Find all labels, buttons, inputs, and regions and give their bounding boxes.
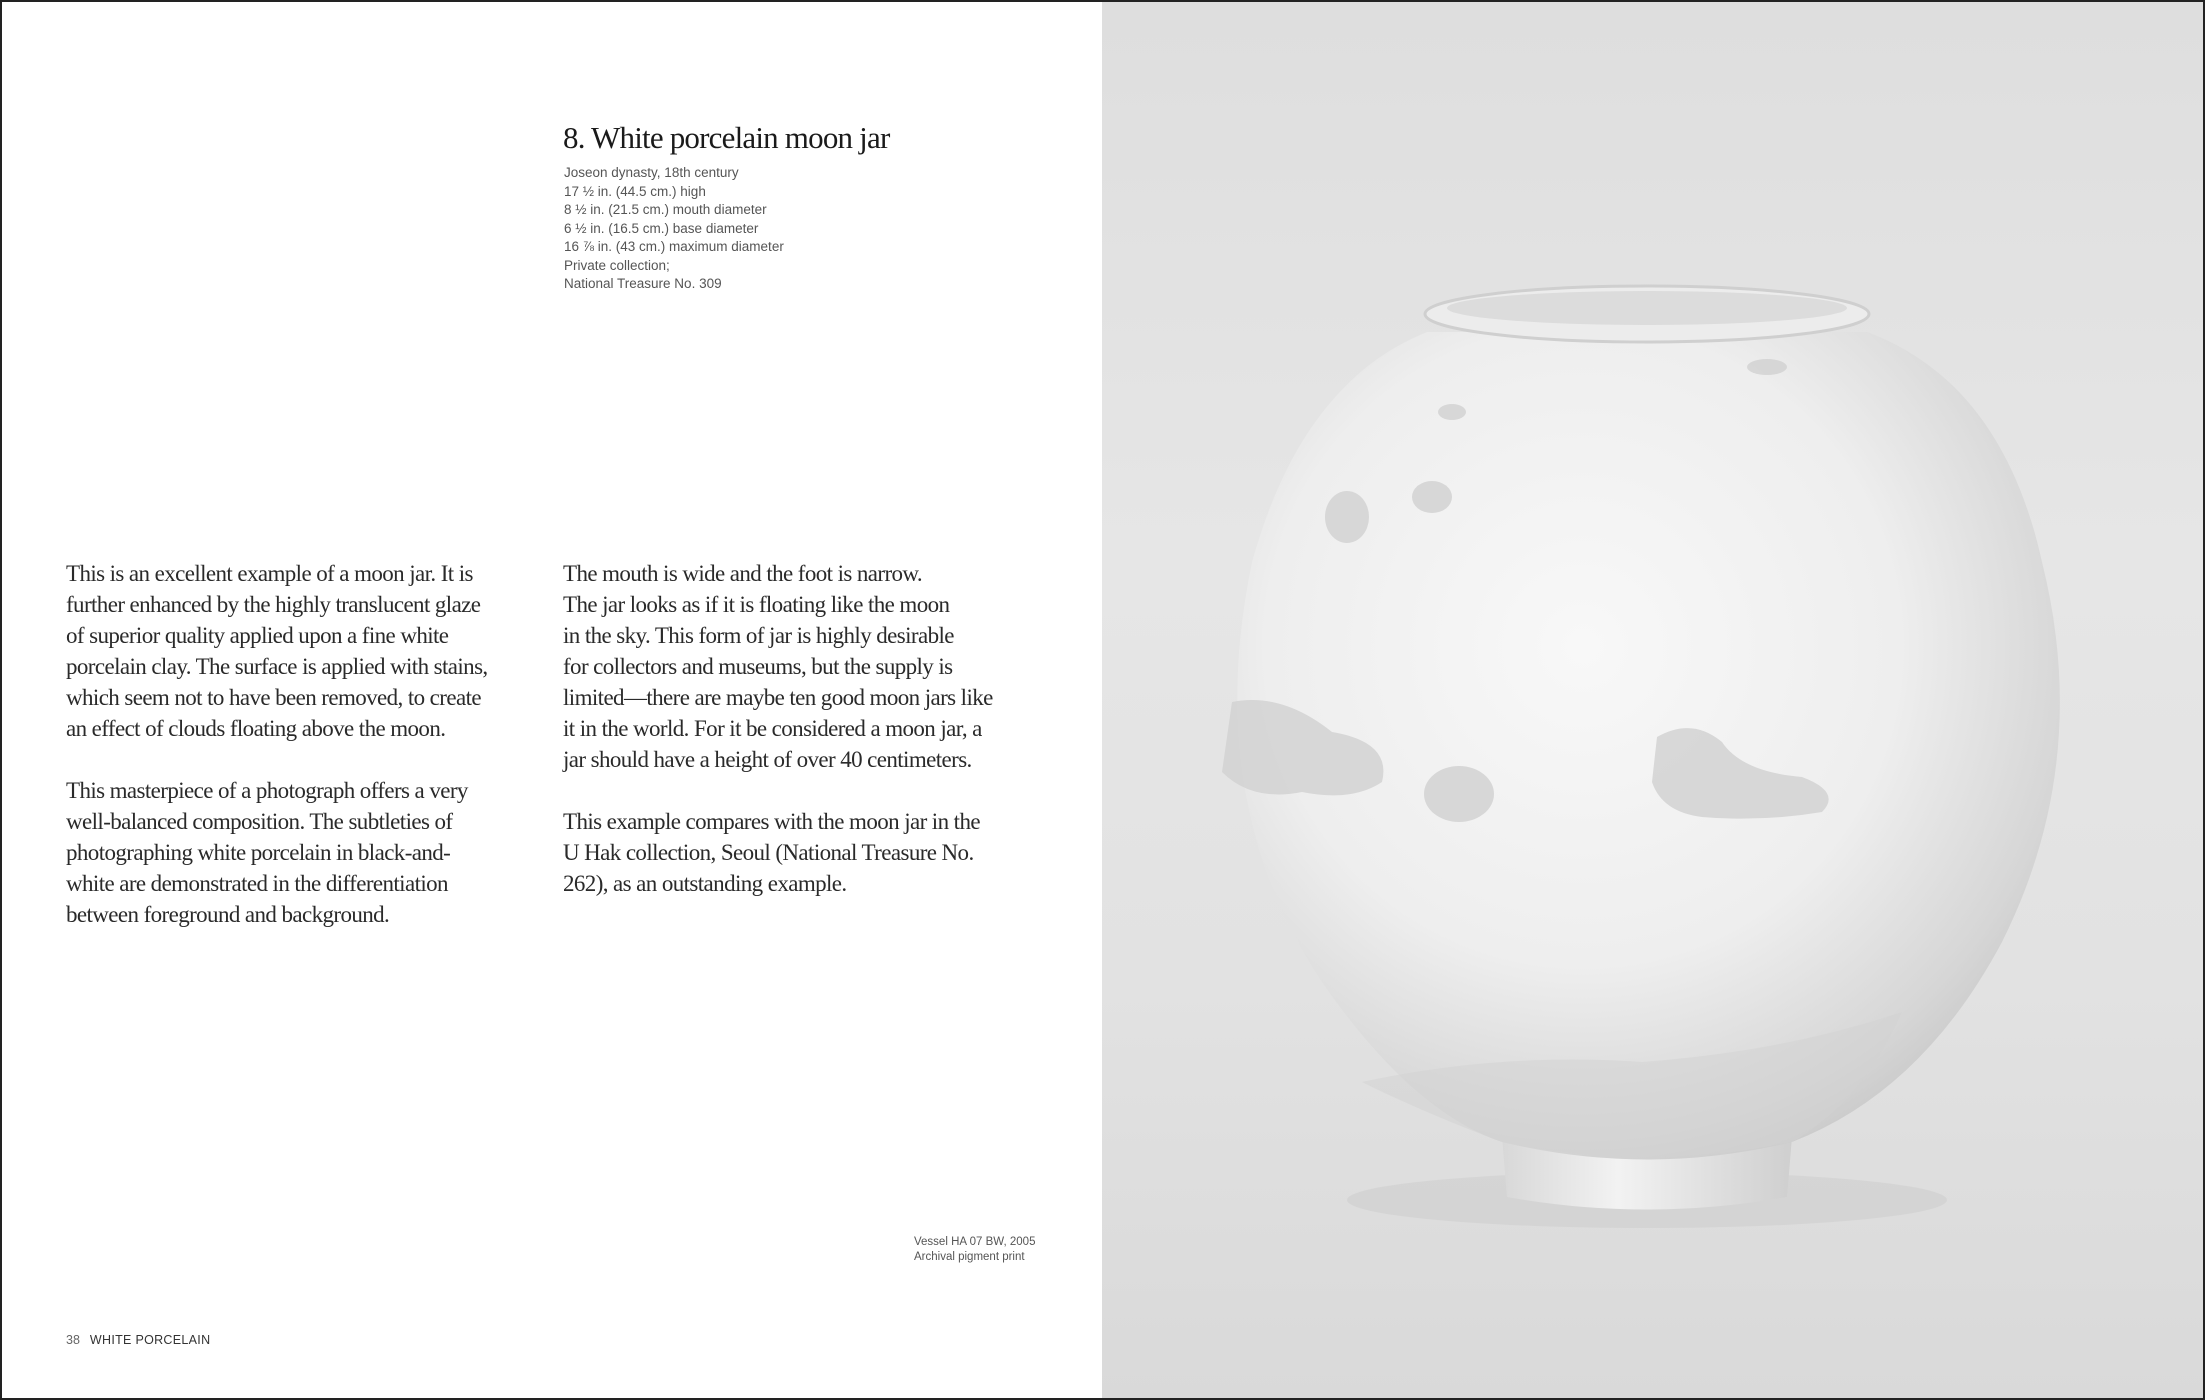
section-title: WHITE PORCELAIN (89, 1333, 211, 1347)
text-line: U Hak collection, Seoul (National Treasure No. (563, 840, 974, 865)
text-line: for collectors and museums, but the supply is (563, 654, 953, 679)
text-line: white are demonstrated in the differentiation (66, 871, 448, 896)
meta-line: Joseon dynasty, 18th century (564, 165, 739, 180)
left-page (0, 0, 1102, 1400)
jar-opening (1447, 291, 1847, 325)
text-line: of superior quality applied upon a fine white (66, 623, 449, 648)
photo-page (1102, 0, 2205, 1400)
text-line: in the sky. This form of jar is highly desirable (563, 623, 954, 648)
caption-line: Vessel HA 07 BW, 2005 (914, 1236, 1036, 1248)
text-line: an effect of clouds floating above the moon. (66, 716, 446, 741)
meta-line: Private collection; (564, 257, 670, 273)
photo-caption (914, 1235, 1035, 1265)
text-line: which seem not to have been removed, to create (66, 685, 481, 710)
text-line: This masterpiece of a photograph offers a very (66, 778, 468, 803)
caption-line: Archival pigment print (914, 1251, 1025, 1263)
text-line: The jar looks as if it is floating like the moon (563, 592, 950, 617)
text-line: This example compares with the moon jar in the (563, 809, 980, 834)
meta-line: 17 ½ in. (44.5 cm.) high (564, 183, 706, 199)
body-column-2 (563, 558, 993, 899)
text-line: jar should have a height of over 40 centimeters. (563, 747, 972, 772)
meta-line: 16 ⅞ in. (43 cm.) maximum diameter (564, 239, 784, 254)
text-line: The mouth is wide and the foot is narrow. (563, 561, 923, 586)
entry-metadata (564, 164, 784, 294)
meta-line: National Treasure No. 309 (564, 276, 722, 291)
body-column-1 (66, 558, 488, 930)
page-number: 38 (66, 1333, 80, 1347)
text-line: 262), as an outstanding example. (563, 871, 847, 896)
text-line: well-balanced composition. The subtleties of (66, 809, 453, 834)
text-line: between foreground and background. (66, 902, 390, 927)
text-line: This is an excellent example of a moon jar. It is (66, 561, 473, 586)
text-line: porcelain clay. The surface is applied with stains, (66, 654, 488, 679)
entry-title: 8. White porcelain moon jar (563, 120, 890, 155)
text-line: photographing white porcelain in black-and- (66, 840, 451, 865)
page-footer (66, 1333, 210, 1347)
meta-line: 8 ½ in. (21.5 cm.) mouth diameter (564, 202, 767, 217)
meta-line: 6 ½ in. (16.5 cm.) base diameter (564, 220, 759, 236)
text-line: it in the world. For it be considered a moon jar, a (563, 716, 982, 741)
moon-jar-photo (1102, 2, 2205, 1400)
text-line: limited—there are maybe ten good moon jars like (563, 685, 993, 710)
text-line: further enhanced by the highly translucent glaze (66, 592, 481, 617)
